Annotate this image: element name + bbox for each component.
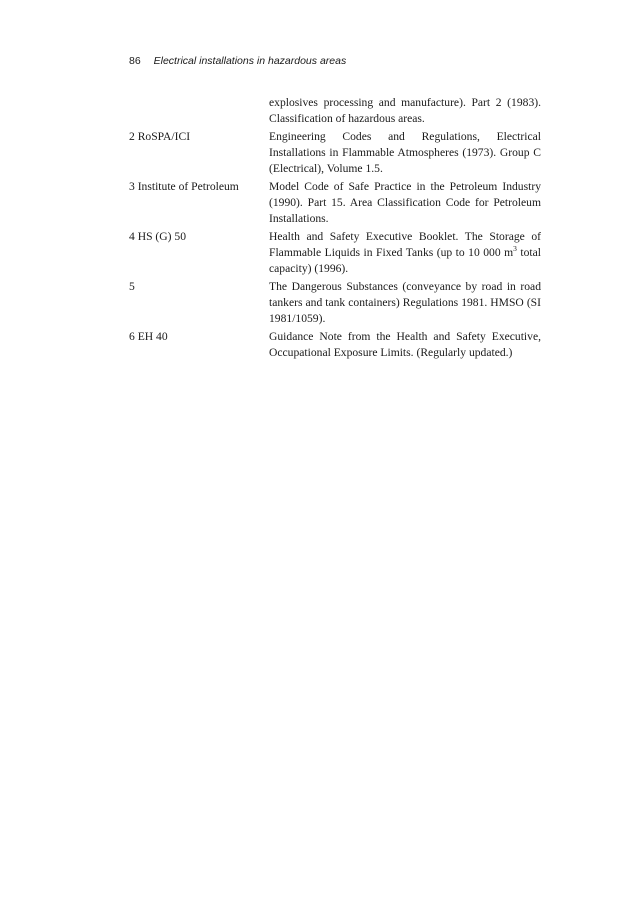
reference-list <box>129 95 541 363</box>
reference-label: 5 <box>129 280 135 293</box>
reference-label <box>129 95 269 127</box>
reference-text: Guidance Note from the Health and Safety Executive, Occupational Exposure Limits. (Regularly updated.) <box>269 330 541 359</box>
reference-text <box>269 229 541 277</box>
page-number: 86 <box>129 55 141 67</box>
reference-text-part: Health and Safety Executive Booklet. The Storage of Flammable Liquids in Fixed Tanks (up to 10 000 m <box>269 230 541 259</box>
reference-entry-3 <box>129 179 541 227</box>
reference-label: 6 EH 40 <box>129 330 168 343</box>
reference-text: Engineering Codes and Regulations, Electrical Installations in Flammable Atmospheres (1973). Group C (Electrical), Volume 1.5. <box>269 130 541 175</box>
reference-text: The Dangerous Substances (conveyance by road in road tankers and tank containers) Regulations 1981. HMSO (SI 1981/1059). <box>269 280 541 325</box>
superscript: 3 <box>513 244 517 253</box>
reference-entry-5 <box>129 279 541 327</box>
reference-entry-6 <box>129 329 541 361</box>
running-title: Electrical installations in hazardous areas <box>153 55 347 67</box>
reference-label: 3 Institute of Petroleum <box>129 180 239 193</box>
running-head <box>129 55 346 67</box>
reference-text: Model Code of Safe Practice in the Petroleum Industry (1990). Part 15. Area Classification Code for Petroleum Installations. <box>269 180 541 225</box>
reference-text-part: total capacity) (1996). <box>269 246 541 275</box>
reference-text: explosives processing and manufacture). Part 2 (1983). Classification of hazardous areas. <box>269 96 541 125</box>
reference-label: 4 HS (G) 50 <box>129 230 187 243</box>
reference-label: 2 RoSPA/ICI <box>129 130 191 143</box>
reference-entry-continued <box>129 95 541 127</box>
reference-entry-2 <box>129 129 541 177</box>
reference-entry-4 <box>129 229 541 277</box>
